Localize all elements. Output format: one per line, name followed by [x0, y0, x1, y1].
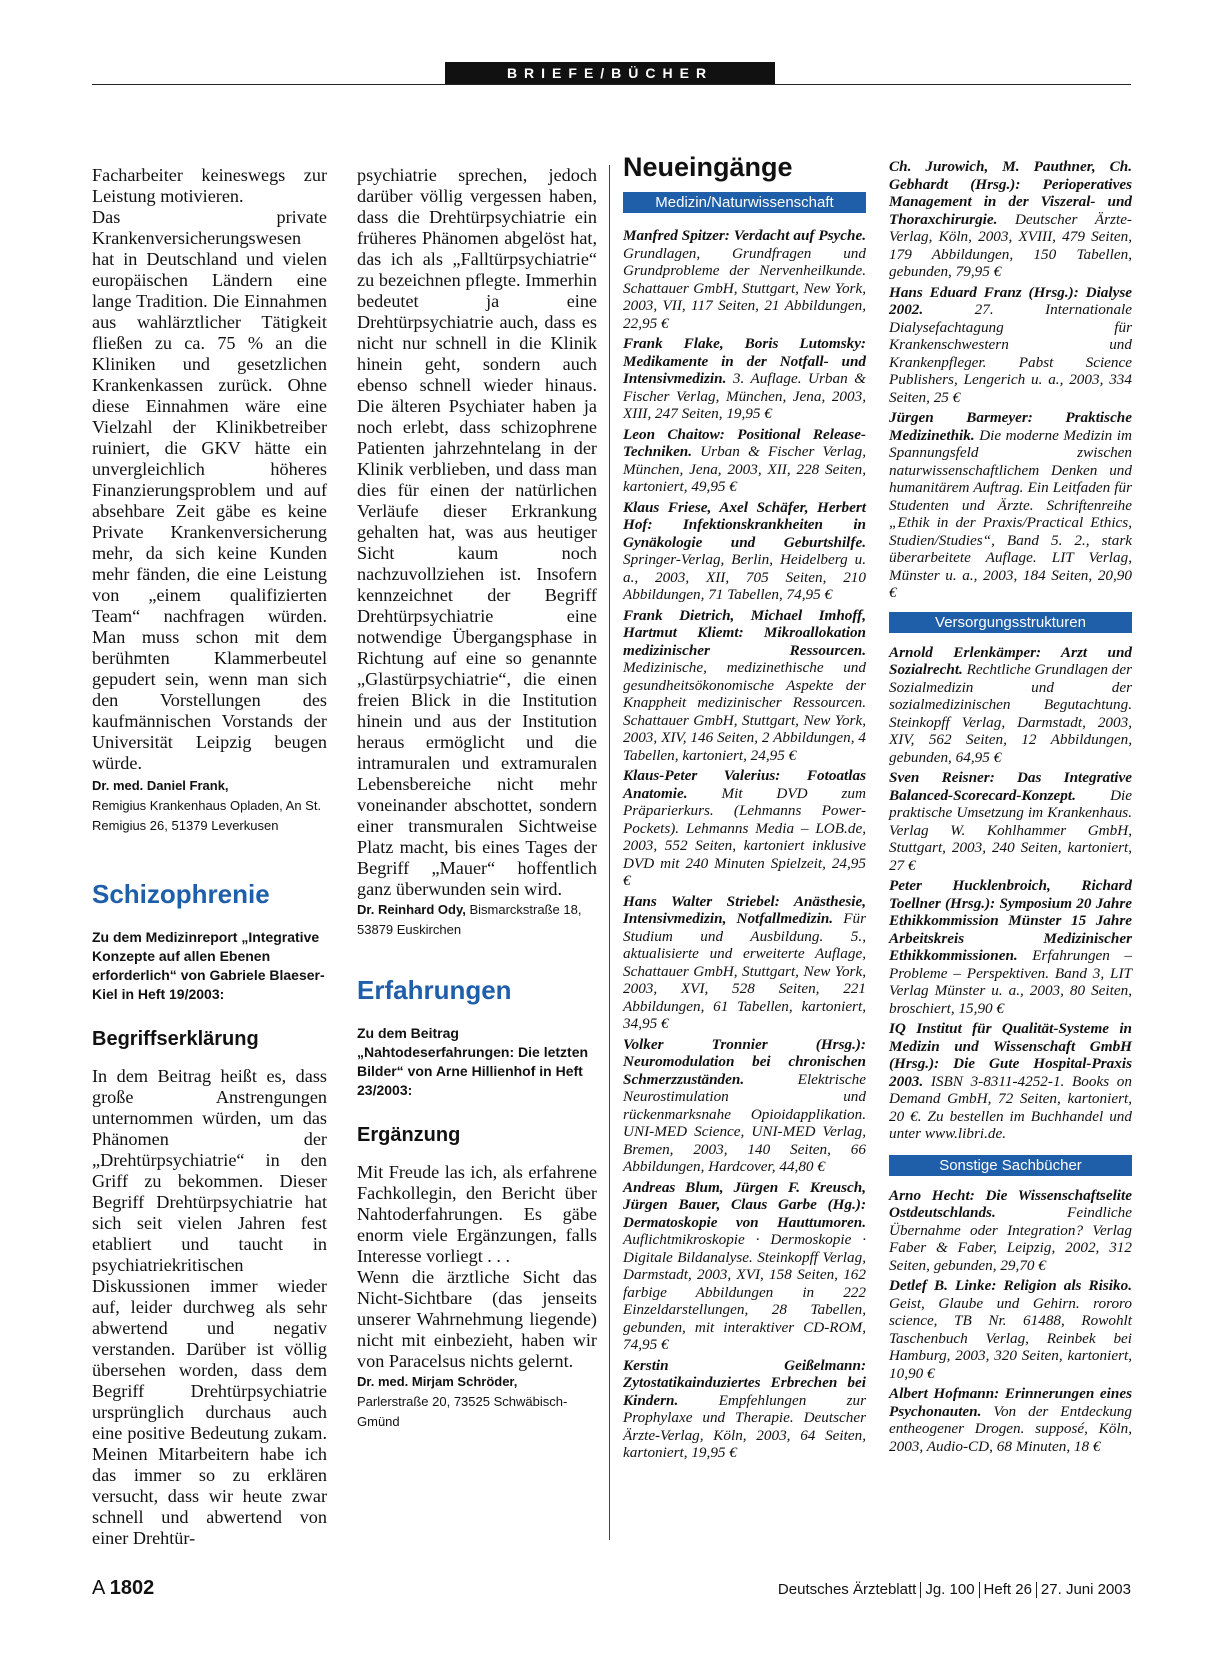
book-details: Auflichtmikroskopie · Dermoskopie · Digitale Bildanalyse. Steinkopff Verlag, Darmstadt, 2003, XVI, 158 Seiten, 162 farbige Abbildungen in 222 Einzeldarstellungen, 28 Tabellen, gebunden, mit interaktiver CD-ROM, 74,95 € [623, 1231, 866, 1353]
paragraph: Wenn die ärztliche Sicht das Nicht-Sichtbare (das jenseits unserer Wahrnehmung liegende) nicht mit einbezieht, haben wir von Paracelsus nichts gelernt. [357, 1267, 597, 1371]
paragraph: psychiatrie sprechen, jedoch darüber völlig vergessen haben, dass die Drehtürpsychiatrie ein früheres Phänomen abgelöst hat, das ich als „Falltürpsychiatrie“ zu bezeichnen pflegte. Immerhin bedeutet ja eine Drehtürpsychiatrie auch, dass es nicht nur schnell in die Klinik hinein geht, sondern auch ebenso schnell wieder hinaus. Die älteren Psychiater haben ja noch erlebt, dass schizophrene Patienten jahrzehntelang in der Klinik verblieben, und dass man dies für einen der natürlichen Verläufe dieser Erkrankung gehalten hat, was aus heutiger Sicht kaum noch nachzuvollziehen ist. Insofern kennzeichnet der Begriff Drehtürpsychiatrie eine notwendige Übergangsphase in Richtung auf eine so genannte „Glastürpsychiatrie“, die einen freien Blick in die Institution hinein und aus der Institution heraus ermöglicht und die intramuralen und extramuralen Lebensbereiche nicht mehr voneinander abschottet, sondern einer transmuralen Sichtweise Platz macht, bis eines Tages der Begriff „Mauer“ hoffentlich ganz überwunden sein wird. [357, 165, 597, 899]
paragraph: Facharbeiter keineswegs zur Leistung motivieren. [92, 165, 327, 206]
book-entry [623, 893, 866, 1033]
signature [357, 1372, 597, 1432]
column-4 [889, 158, 1132, 1458]
book-entry [889, 644, 1132, 767]
journal-name: Deutsches Ärzteblatt [777, 1581, 917, 1598]
signature-address: Bismarckstraße 18, 53879 Euskirchen [357, 902, 582, 937]
book-entry [623, 1357, 866, 1462]
book-title: Sven Reisner: Das Integrative Balanced-Scorecard-Konzept. [889, 769, 1132, 804]
book-title: Manfred Spitzer: Verdacht auf Psyche. [623, 227, 866, 244]
letter-continuation [357, 165, 597, 900]
book-details: 27. Internationale Dialysefachtagung für Krankenschwestern und Krankenpfleger. Pabst Science Publishers, Lengerich u. a., 2003, 334 Seiten, 25 € [889, 301, 1132, 406]
book-entry [889, 158, 1132, 281]
book-details: Urban & Fischer Verlag, München, Jena, 2003, XII, 228 Seiten, kartoniert, 49,95 € [623, 443, 866, 495]
book-entry [623, 1036, 866, 1176]
book-entry [623, 499, 866, 604]
book-entry [623, 335, 866, 423]
column-2 [357, 165, 597, 1432]
book-title: Detlef B. Linke: Religion als Risiko. [889, 1277, 1132, 1294]
book-title: Andreas Blum, Jürgen F. Kreusch, Jürgen Bauer, Claus Garbe (Hg.): Dermatoskopie von Hauttumoren. [623, 1178, 866, 1231]
signature [357, 900, 597, 940]
book-details: Die moderne Medizin im Spannungsfeld zwischen naturwissenschaftlichem Denken und humanitärem Auftrag. Ein Leitfaden für Studenten und Ärzte. Schriftenreihe „Ethik in der Praxis/Practical Ethics, Studien/Studies“, Band 5. 2., stark überarbeitete Auflage. LIT Verlag, Münster u. a., 2003, 184 Seiten, 20,90 € [889, 426, 1132, 601]
neueingaenge-title: Neueingänge [623, 152, 793, 182]
book-details: Für Studium und Ausbildung. 5., aktualisierte und erweiterte Auflage, Schattauer GmbH, Stuttgart, New York, 2003, XVI, 528 Seiten, 221 Abbildungen, 61 Tabellen, kartoniert, 34,95 € [623, 910, 866, 1032]
book-list [623, 227, 866, 1462]
page-number [92, 1577, 154, 1600]
book-details: ISBN 3-8311-4252-1. Books on Demand GmbH, 72 Seiten, kartoniert, 20 €. Zu bestellen im Buchhandel und unter www.libri.de. [889, 1072, 1132, 1142]
book-details: Die praktische Umsetzung im Krankenhaus. Verlag W. Kohlhammer GmbH, Stuttgart, 2003, 240 Seiten, kartoniert, 27 € [889, 786, 1132, 874]
header-rule [92, 84, 1131, 85]
lead-text: Zu dem Medizinreport „Integrative Konzepte auf allen Ebenen erforderlich“ von Gabriele Blaeser-Kiel in Heft 19/2003: [92, 929, 325, 1002]
book-title: Ch. Jurowich, M. Pauthner, Ch. Gebhardt (Hrsg.): Perioperatives Management in der Viszeral- und Thoraxchirurgie. [889, 158, 1132, 228]
signature-name: Dr. med. Daniel Frank, [92, 778, 229, 793]
book-entry [623, 426, 866, 496]
divider [1036, 1582, 1037, 1598]
book-details: Rechtliche Grundlagen der Sozialmedizin und der sozialmedizinischen Begutachtung. Steinkopff Verlag, Darmstadt, 2003, XIV, 562 Seiten, 12 Abbildungen, gebunden, 64,95 € [889, 661, 1132, 766]
letter-body [92, 1066, 327, 1549]
book-entry [889, 409, 1132, 602]
book-title: Arnold Erlenkämper: Arzt und Sozialrecht. [889, 643, 1132, 678]
signature-name: Dr. Reinhard Ody, [357, 902, 466, 917]
signature-address: Parlerstraße 20, 73525 Schwäbisch-Gmünd [357, 1394, 568, 1429]
book-details: Empfehlungen zur Prophylaxe und Therapie. Deutscher Ärzte-Verlag, Köln, 2003, 64 Seiten, kartoniert, 19,95 € [623, 1391, 866, 1461]
divider [920, 1582, 921, 1598]
paragraph: In dem Beitrag heißt es, dass große Anstrengungen unternommen würden, um das Phänomen der „Drehtürpsychiatrie“ in den Griff zu bekommen. Dieser Begriff Drehtürpsychiatrie hat sich seit vielen Jahren fest etabliert und taucht in psychiatriekritischen Diskussionen immer wieder auf, leider durchweg als sehr abwertend und negativ verstanden. Darüber ist völlig übersehen worden, dass dem Begriff Drehtürpsychiatrie ursprünglich durchaus auch eine positive Bedeutung zukam. Meinen Mitarbeitern habe ich das immer so zu erklären versucht, dass wir heute zwar schnell und abwertend von einer Drehtür- [92, 1066, 327, 1548]
book-title: Jürgen Barmeyer: Praktische Medizinethik. [889, 409, 1132, 444]
book-title: Volker Tronnier (Hrsg.): Neuromodulation bei chronischen Schmerzzuständen. [623, 1035, 866, 1088]
book-details: 3. Auflage. Urban & Fischer Verlag, München, Jena, 2003, XIII, 247 Seiten, 19,95 € [623, 370, 866, 422]
book-details: Mit DVD zum Präparierkurs. (Lehmanns Power-Pockets). Lehmanns Media – LOB.de, 2003, 552 Seiten, kartoniert inklusive DVD mit 240 Minuten Spielzeit, 24,95 € [623, 784, 866, 889]
book-entry [889, 1277, 1132, 1382]
book-details: Erfahrungen – Probleme – Perspektiven. Band 3, LIT Verlag Münster u. a., 2003, 80 Seiten, broschiert, 15,90 € [889, 947, 1132, 1017]
lead-text: Zu dem Beitrag „Nahtodeserfahrungen: Die letzten Bilder“ von Arne Hillienhof in Heft 23/2003: [357, 1025, 589, 1098]
book-title: Kerstin Geißelmann: Zytostatikainduziertes Erbrechen bei Kindern. [623, 1356, 866, 1409]
page-number-value: 1802 [109, 1577, 155, 1599]
book-entry [623, 227, 866, 332]
journal-date: 27. Juni 2003 [1040, 1581, 1131, 1598]
category-sonstige: Sonstige Sachbücher [889, 1155, 1132, 1176]
book-title: IQ Institut für Qualität-Systeme in Medizin und Wissenschaft GmbH (Hrsg.): Die Gute Hospital-Praxis 2003. [889, 1020, 1132, 1090]
book-list [889, 644, 1132, 1143]
book-entry [889, 1385, 1132, 1455]
section-label: BRIEFE/BÜCHER [445, 62, 775, 84]
book-title: Leon Chaitow: Positional Release-Techniken. [623, 425, 866, 460]
book-entry [889, 877, 1132, 1017]
subtitle: Ergänzung [357, 1124, 461, 1146]
book-details: Springer-Verlag, Berlin, Heidelberg u. a., 2003, XII, 705 Seiten, 210 Abbildungen, 71 Tabellen, 74,95 € [623, 551, 866, 603]
column-divider [609, 165, 610, 1540]
page-footer [92, 1577, 1131, 1607]
book-title: Peter Hucklenbroich, Richard Toellner (Hrsg.): Symposium 20 Jahre Ethikkommission Münster 15 Jahre Arbeitskreis Medizinischer Ethikkommissionen. [889, 877, 1132, 964]
subtitle: Begriffserklärung [92, 1028, 259, 1050]
signature-name: Dr. med. Mirjam Schröder, [357, 1374, 518, 1389]
book-title: Arno Hecht: Die Wissenschaftselite Ostdeutschlands. [889, 1186, 1132, 1221]
book-details: Deutscher Ärzte-Verlag, Köln, 2003, XVIII, 479 Seiten, 179 Abbildungen, 150 Tabellen, gebunden, 79,95 € [889, 210, 1132, 280]
book-list [889, 158, 1132, 602]
book-details: Von der Entdeckung entheogener Drogen. supposé, Köln, 2003, Audio-CD, 68 Minuten, 18 € [889, 1402, 1132, 1455]
book-title: Frank Flake, Boris Lutomsky: Medikamente in der Notfall- und Intensivmedizin. [623, 335, 866, 387]
journal-info [778, 1581, 1131, 1598]
letter-body [357, 1162, 597, 1372]
letter-frank [92, 165, 327, 774]
book-details: Medizinische, medizinethische und gesundheitsökonomische Aspekte der Knappheit medizinischer Ressourcen. Schattauer GmbH, Stuttgart, New York, 2003, XIV, 146 Seiten, 2 Abbildungen, 4 Tabellen, kartoniert, 24,95 € [623, 659, 866, 764]
journal-issue: Heft 26 [983, 1581, 1032, 1598]
book-entry [623, 767, 866, 890]
paragraph: Das private Krankenversicherungswesen hat in Deutschland und vielen europäischen Ländern eine lange Tradition. Die Einnahmen aus wahlärztlicher Tätigkeit fließen zu ca. 75 % an die Kliniken und gesetzlichen Krankenkassen zurück. Ohne diese Einnahmen wäre eine Vielzahl der Klinikbetreiber ruiniert, die GKV hätte ein unvergleichlich höheres Finanzierungsproblem und auf absehbare Zeit gäbe es keine Private Krankenversicherung mehr, da sich keine Kunden mehr fänden, die eine Leistung von „einem qualifizierten Team“ nachfragen würden. Man muss schon mit dem berühmten Klammerbeutel gepudert sein, wenn man sich den Vorstellungen des kaufmännischen Vorstands der Universität Leipzig beugen würde. [92, 207, 327, 773]
book-details: Geist, Glaube und Gehirn. rororo science, TB Nr. 61488, Rowohlt Taschenbuch Verlag, Reinbek bei Hamburg, 2003, 320 Seiten, kartoniert, 10,90 € [889, 1294, 1132, 1382]
book-details: Elektrische Neurostimulation und rückenmarksnahe Opioidapplikation. UNI-MED Science, UNI-MED Verlag, Bremen, 2003, 140 Seiten, 66 Abbildungen, Hardcover, 44,80 € [623, 1070, 866, 1175]
section-header [92, 62, 1131, 86]
paragraph: Mit Freude las ich, als erfahrene Fachkollegin, den Bericht über Nahtoderfahrungen. Es gäbe enorm viele Ergänzungen, falls Interesse vorliegt . . . [357, 1162, 597, 1266]
book-title: Hans Walter Striebel: Anästhesie, Intensivmedizin, Notfallmedizin. [623, 892, 866, 927]
book-title: Hans Eduard Franz (Hrsg.): Dialyse 2002. [889, 283, 1132, 318]
book-details: Feindliche Übernahme oder Integration? Verlag Faber & Faber, Leipzig, 2002, 312 Seiten, gebunden, 29,70 € [889, 1204, 1132, 1274]
column-1 [92, 165, 327, 1549]
book-title: Klaus-Peter Valerius: Fotoatlas Anatomie. [623, 767, 866, 802]
book-entry [623, 1179, 866, 1354]
book-entry [889, 769, 1132, 874]
book-entry [623, 607, 866, 765]
signature [92, 776, 327, 836]
book-details: Grundlagen, Grundfragen und Grundprobleme der Nervenheilkunde. Schattauer GmbH, Stuttgart, New York, 2003, VII, 117 Seiten, 21 Abbildungen, 22,95 € [623, 244, 866, 332]
section-title-schizophrenie: Schizophrenie [92, 879, 270, 909]
category-medizin: Medizin/Naturwissenschaft [623, 192, 866, 213]
book-list [889, 1187, 1132, 1456]
page-prefix: A [92, 1577, 110, 1599]
column-3 [623, 150, 866, 1465]
book-title: Frank Dietrich, Michael Imhoff, Hartmut Kliemt: Mikroallokation medizinischer Ressourcen. [623, 606, 866, 659]
category-versorgung: Versorgungsstrukturen [889, 612, 1132, 633]
book-title: Albert Hofmann: Erinnerungen eines Psychonauten. [889, 1385, 1132, 1420]
journal-volume: Jg. 100 [925, 1581, 975, 1598]
book-entry [889, 1187, 1132, 1275]
divider [979, 1582, 980, 1598]
signature-address: Remigius Krankenhaus Opladen, An St. Remigius 26, 51379 Leverkusen [92, 798, 322, 833]
book-title: Klaus Friese, Axel Schäfer, Herbert Hof: Infektionskrankheiten in Gynäkologie und Geburtshilfe. [623, 498, 866, 551]
book-entry [889, 1020, 1132, 1143]
section-title-erfahrungen: Erfahrungen [357, 975, 512, 1005]
book-entry [889, 284, 1132, 407]
